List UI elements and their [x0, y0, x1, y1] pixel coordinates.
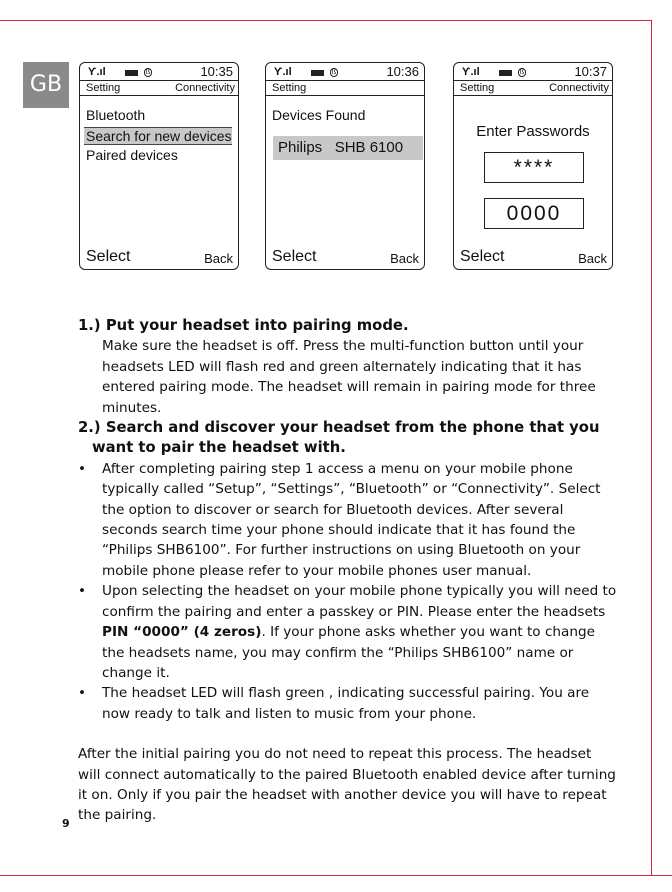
menu-item-search-new-devices[interactable]: Search for new devices [86, 128, 232, 144]
step-1-body: Make sure the headset is off. Press the multi-function button until your headsets LED will flash red and green alternately indicating that it has entered pairing mode. The headset will remain in pairing mode for three minutes. [102, 338, 596, 416]
screen-header [80, 80, 238, 96]
bullet-mark: • [78, 460, 87, 477]
header-setting: Setting [86, 82, 121, 94]
closing-paragraph: After the initial pairing you do not need to repeat this process. The headset will connect automatically to the paired Bluetooth enabled device after turning it on. Only if you pair the headset with another device you will have to repeat the pairing. [78, 746, 616, 824]
softkey-select[interactable]: Select [460, 248, 505, 265]
status-bar [454, 63, 612, 80]
instructions [78, 316, 618, 826]
bullet-led-green [78, 683, 618, 724]
bullet-search-device [78, 459, 618, 581]
bluetooth-icon: ß [519, 69, 525, 76]
bullet-mark: • [78, 583, 87, 600]
header-connectivity: Connectivity [549, 82, 609, 94]
phone-screen-bluetooth-menu [79, 62, 239, 270]
bluetooth-icon: ß [331, 69, 337, 76]
phone-screen-devices-found [265, 62, 425, 270]
language-tab: GB [23, 62, 69, 108]
bluetooth-icon: ß [145, 69, 151, 76]
battery-icon [311, 70, 324, 76]
status-bar [80, 63, 238, 80]
screen-header [454, 80, 612, 96]
devices-found-title: Devices Found [272, 107, 366, 123]
top-border-line [0, 20, 651, 21]
battery-icon [499, 70, 512, 76]
signal-icon: Ƴ.ıl [462, 66, 480, 78]
password-prompt: Enter Passwords [476, 123, 590, 140]
step-2-title-line2: want to pair the headset with. [92, 439, 346, 457]
page-number: 9 [62, 817, 70, 830]
softkey-select[interactable]: Select [86, 248, 131, 265]
bullet-text-b: . If your phone asks whether you want to change the headsets name, you may confirm the “Philips SHB6100” name or change it. [102, 624, 595, 681]
right-border-line [651, 20, 652, 876]
bullet-text: After completing pairing step 1 access a menu on your mobile phone typically called “Setup”, “Settings”, “Bluetooth” or “Connectivity”. Select the option to discover or search for Bluetooth devices. After several seconds search time your phone should indicate that it has found the “Philips SHB6100”. For further instructions on using Bluetooth on your mobile phone please refer to your mobile phones user manual. [102, 460, 601, 579]
bullet-text: The headset LED will flash green , indicating successful pairing. You are now ready to talk and listen to music from your phone. [102, 685, 590, 722]
step-1-title: 1.) Put your headset into pairing mode. [78, 317, 409, 334]
phone-screen-enter-password [453, 62, 613, 270]
bottom-border-line [0, 875, 672, 876]
softkey-back[interactable]: Back [390, 251, 419, 266]
bullet-enter-pin [78, 581, 618, 683]
softkey-back[interactable]: Back [204, 251, 233, 266]
password-value-field[interactable]: 0000 [484, 198, 584, 229]
header-setting: Setting [272, 82, 307, 94]
clock: 10:36 [386, 64, 419, 79]
device-item-philips[interactable]: Philips SHB 6100 [273, 136, 423, 160]
battery-icon [125, 70, 138, 76]
signal-icon: Ƴ.ıl [274, 66, 292, 78]
signal-icon: Ƴ.ıl [88, 66, 106, 78]
header-setting: Setting [460, 82, 495, 94]
password-masked-field[interactable]: **** [484, 152, 584, 183]
pin-emphasis: PIN “0000” (4 zeros) [102, 624, 262, 641]
menu-item-paired-devices[interactable]: Paired devices [86, 147, 178, 163]
header-connectivity: Connectivity [175, 82, 235, 94]
bullet-mark: • [78, 685, 87, 702]
softkey-select[interactable]: Select [272, 248, 317, 265]
clock: 10:37 [574, 64, 607, 79]
menu-item-bluetooth[interactable]: Bluetooth [86, 107, 146, 123]
softkey-back[interactable]: Back [578, 251, 607, 266]
clock: 10:35 [200, 64, 233, 79]
bullet-text-a: Upon selecting the headset on your mobile phone typically you will need to confirm the pairing and enter a passkey or PIN. Please enter the headsets [102, 583, 617, 620]
status-bar [266, 63, 424, 80]
step-2-title-line1: 2.) Search and discover your headset from the phone that you [78, 419, 600, 437]
screen-header [266, 80, 424, 96]
